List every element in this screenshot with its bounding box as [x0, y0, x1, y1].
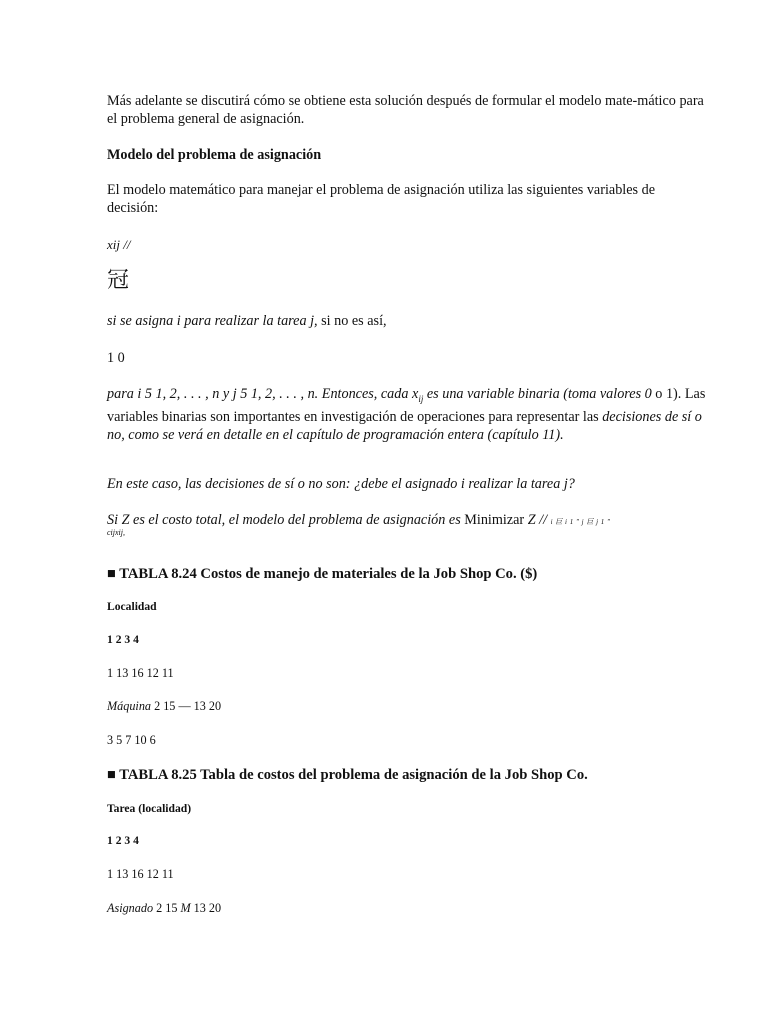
- table-825-row-2: [107, 900, 707, 916]
- table-825-row-2-m: M: [180, 901, 191, 915]
- symbol-glyph: 冠: [107, 268, 130, 293]
- intro-paragraph: Más adelante se discutirá cómo se obtiene esta solución después de formular el modelo mate-mático para el problema general de asignación.: [107, 93, 704, 127]
- table-825-row-2-values-a: 2 15: [153, 901, 181, 915]
- objective-italic: Si Z es el costo total, el modelo del problema de asignación es: [107, 512, 461, 528]
- objective-minimize: Minimizar: [460, 512, 528, 528]
- table-825-header-label: Tarea (localidad): [107, 802, 192, 815]
- table-824-row-3: 3 5 7 10 6: [107, 733, 156, 747]
- table-824-row-2-label: Máquina: [107, 699, 152, 713]
- model-heading: Modelo del problema de asignación: [107, 147, 322, 163]
- table-825-row-1: 1 13 16 12 11: [107, 867, 174, 881]
- one-zero-values: 1 0: [107, 350, 125, 366]
- table-825-row-2-values-b: 13 20: [190, 901, 222, 915]
- binary-rest-1: o 1). Las variables binarias son importantes en investigación de operaciones para representar las: [107, 386, 706, 425]
- table-824-columns: 1 2 3 4: [107, 633, 139, 646]
- binary-variable-paragraph: [107, 385, 707, 444]
- table-824-row-2-values: 2 15 — 13 20: [151, 699, 222, 713]
- binary-subscript: ij: [418, 393, 424, 404]
- objective-z: Z //: [527, 512, 551, 528]
- objective-line-2: cijxij,: [107, 528, 125, 537]
- table-825-row-2-label: Asignado: [107, 901, 154, 915]
- model-text-paragraph: El modelo matemático para manejar el problema de asignación utiliza las siguientes variables de decisión:: [107, 182, 655, 216]
- objective-sum-tiny: i 巨 i 1 " j 巨 j 1 ": [550, 518, 611, 526]
- assign-condition-italic: si se asigna i para realizar la tarea j,: [107, 313, 318, 329]
- table-824-row-2: [107, 698, 707, 714]
- table-824-header-label: Localidad: [107, 600, 157, 613]
- table-824-title: ■ TABLA 8.24 Costos de manejo de materiales de la Job Shop Co. ($): [107, 566, 538, 582]
- assign-condition: [107, 312, 707, 330]
- decision-question: En este caso, las decisiones de sí o no son: ¿debe el asignado i realizar la tarea j?: [107, 476, 575, 492]
- table-824-row-1: 1 13 16 12 11: [107, 666, 174, 680]
- binary-italic-2: es una variable binaria (toma valores 0: [423, 386, 652, 402]
- assign-condition-rest: si no es así,: [317, 313, 387, 329]
- table-825-title: ■ TABLA 8.25 Tabla de costos del problema de asignación de la Job Shop Co.: [107, 767, 588, 783]
- xij-variable: xij //: [107, 237, 131, 252]
- binary-italic-3: decisiones de sí o no, como se verá en detalle en el capítulo de programación entera (capítulo 11).: [107, 408, 702, 443]
- table-825-columns: 1 2 3 4: [107, 834, 139, 847]
- binary-italic-1: para i 5 1, 2, . . . , n y j 5 1, 2, . . . , n. Entonces, cada x: [107, 386, 419, 402]
